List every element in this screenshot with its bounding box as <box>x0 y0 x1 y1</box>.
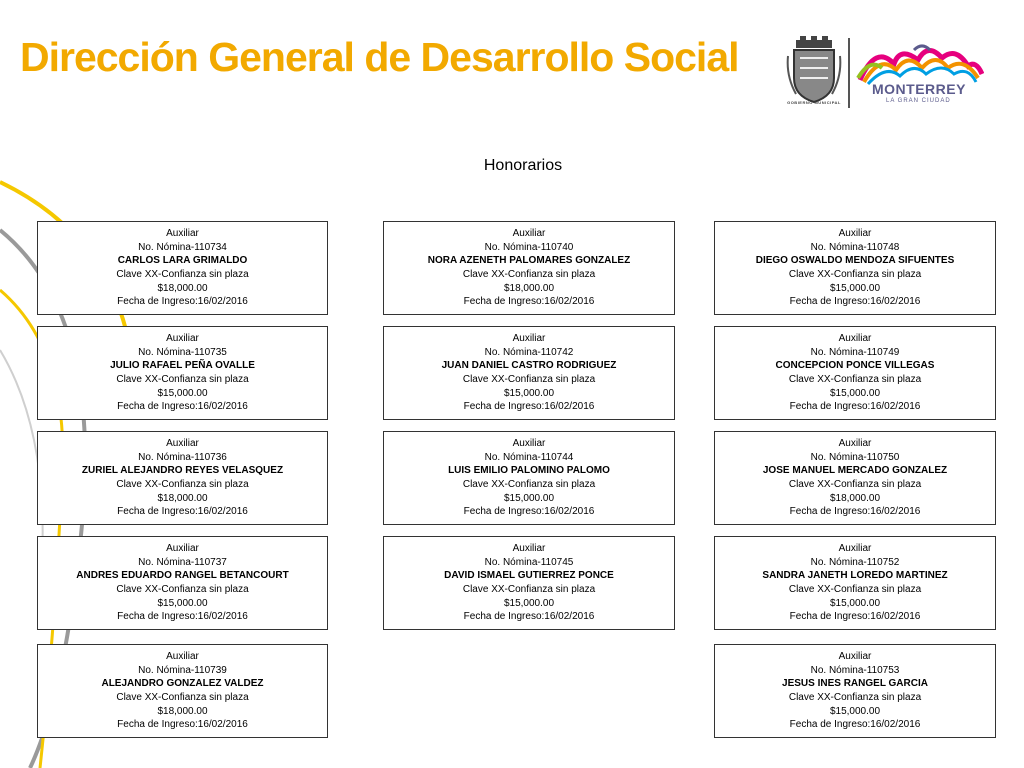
card-fecha: Fecha de Ingreso:16/02/2016 <box>463 401 595 413</box>
card-salary: $18,000.00 <box>157 282 208 294</box>
card-clave: Clave XX-Confianza sin plaza <box>116 479 249 490</box>
card-name: DAVID ISMAEL GUTIERREZ PONCE <box>444 570 614 582</box>
card-position: Auxiliar <box>512 332 546 344</box>
card-nomina: No. Nómina-110740 <box>484 241 574 253</box>
employee-card <box>714 536 996 630</box>
page-title: Dirección General de Desarrollo Social <box>20 34 739 80</box>
card-position: Auxiliar <box>838 650 872 662</box>
card-nomina: No. Nómina-110744 <box>484 451 574 463</box>
card-fecha: Fecha de Ingreso:16/02/2016 <box>117 296 248 308</box>
city-name: MONTERREY <box>872 81 966 97</box>
card-clave: Clave XX-Confianza sin plaza <box>116 584 249 595</box>
employee-card <box>37 326 328 420</box>
employee-card <box>37 644 328 738</box>
card-name: ZURIEL ALEJANDRO REYES VELASQUEZ <box>81 465 284 477</box>
card-fecha: Fecha de Ingreso:16/02/2016 <box>789 296 921 308</box>
card-clave: Clave XX-Confianza sin plaza <box>462 269 596 280</box>
card-clave: Clave XX-Confianza sin plaza <box>462 374 596 385</box>
card-salary: $15,000.00 <box>829 387 881 399</box>
employee-card <box>383 326 675 420</box>
employee-card <box>37 221 328 315</box>
card-position: Auxiliar <box>512 227 546 239</box>
card-nomina: No. Nómina-110735 <box>138 346 227 358</box>
card-nomina: No. Nómina-110742 <box>484 346 574 358</box>
card-nomina: No. Nómina-110748 <box>810 241 900 253</box>
card-clave: Clave XX-Confianza sin plaza <box>462 584 596 595</box>
logo-divider <box>848 38 850 108</box>
card-nomina: No. Nómina-110749 <box>810 346 900 358</box>
employee-card <box>37 431 328 525</box>
employee-card <box>714 644 996 738</box>
card-name: NORA AZENETH PALOMARES GONZALEZ <box>427 255 631 267</box>
card-nomina: No. Nómina-110752 <box>810 556 900 568</box>
monterrey-logo-icon <box>856 40 984 86</box>
card-clave: Clave XX-Confianza sin plaza <box>116 374 249 385</box>
card-clave: Clave XX-Confianza sin plaza <box>788 692 922 703</box>
card-name: DIEGO OSWALDO MENDOZA SIFUENTES <box>755 255 955 267</box>
card-fecha: Fecha de Ingreso:16/02/2016 <box>789 506 921 518</box>
employee-card <box>383 431 675 525</box>
employee-card <box>714 221 996 315</box>
card-nomina: No. Nómina-110745 <box>484 556 574 568</box>
card-fecha: Fecha de Ingreso:16/02/2016 <box>117 719 248 731</box>
employee-card <box>383 221 675 315</box>
card-clave: Clave XX-Confianza sin plaza <box>462 479 596 490</box>
card-nomina: No. Nómina-110737 <box>138 556 227 568</box>
city-tagline: LA GRAN CIUDAD <box>886 98 951 104</box>
card-clave: Clave XX-Confianza sin plaza <box>788 584 922 595</box>
card-salary: $15,000.00 <box>503 387 555 399</box>
card-clave: Clave XX-Confianza sin plaza <box>788 374 922 385</box>
card-name: JULIO RAFAEL PEÑA OVALLE <box>110 360 255 372</box>
card-nomina: No. Nómina-110734 <box>138 241 227 253</box>
section-subtitle: Honorarios <box>483 157 563 174</box>
card-nomina: No. Nómina-110753 <box>810 664 900 676</box>
card-fecha: Fecha de Ingreso:16/02/2016 <box>463 611 595 623</box>
card-salary: $15,000.00 <box>503 492 555 504</box>
card-position: Auxiliar <box>166 437 199 449</box>
card-position: Auxiliar <box>838 542 872 554</box>
card-position: Auxiliar <box>512 542 546 554</box>
card-salary: $18,000.00 <box>503 282 555 294</box>
card-name: CONCEPCION PONCE VILLEGAS <box>775 360 935 372</box>
employee-card <box>383 536 675 630</box>
card-fecha: Fecha de Ingreso:16/02/2016 <box>117 611 248 623</box>
card-fecha: Fecha de Ingreso:16/02/2016 <box>463 296 595 308</box>
card-nomina: No. Nómina-110739 <box>138 664 227 676</box>
card-fecha: Fecha de Ingreso:16/02/2016 <box>789 401 921 413</box>
card-clave: Clave XX-Confianza sin plaza <box>116 269 249 280</box>
card-name: CARLOS LARA GRIMALDO <box>117 255 248 267</box>
card-salary: $15,000.00 <box>829 705 881 717</box>
card-position: Auxiliar <box>166 332 199 344</box>
card-nomina: No. Nómina-110736 <box>138 451 227 463</box>
card-name: JUAN DANIEL CASTRO RODRIGUEZ <box>441 360 617 372</box>
card-fecha: Fecha de Ingreso:16/02/2016 <box>463 506 595 518</box>
card-salary: $15,000.00 <box>829 597 881 609</box>
card-name: LUIS EMILIO PALOMINO PALOMO <box>448 465 610 477</box>
card-salary: $18,000.00 <box>157 492 208 504</box>
card-clave: Clave XX-Confianza sin plaza <box>116 692 249 703</box>
card-salary: $18,000.00 <box>157 705 208 717</box>
municipal-seal-icon <box>786 36 842 106</box>
seal-caption: GOBIERNO MUNICIPAL <box>787 100 841 105</box>
card-salary: $15,000.00 <box>829 282 881 294</box>
card-name: JESUS INES RANGEL GARCIA <box>782 678 928 690</box>
card-position: Auxiliar <box>166 227 199 239</box>
card-fecha: Fecha de Ingreso:16/02/2016 <box>789 611 921 623</box>
card-clave: Clave XX-Confianza sin plaza <box>788 269 922 280</box>
card-position: Auxiliar <box>166 542 199 554</box>
card-position: Auxiliar <box>838 437 872 449</box>
card-salary: $15,000.00 <box>157 387 208 399</box>
card-salary: $15,000.00 <box>157 597 208 609</box>
card-fecha: Fecha de Ingreso:16/02/2016 <box>117 506 248 518</box>
card-name: JOSE MANUEL MERCADO GONZALEZ <box>762 465 948 477</box>
card-name: SANDRA JANETH LOREDO MARTINEZ <box>762 570 948 582</box>
employee-card <box>714 326 996 420</box>
card-position: Auxiliar <box>512 437 546 449</box>
card-clave: Clave XX-Confianza sin plaza <box>788 479 922 490</box>
card-position: Auxiliar <box>166 650 199 662</box>
card-fecha: Fecha de Ingreso:16/02/2016 <box>117 401 248 413</box>
card-position: Auxiliar <box>838 332 872 344</box>
card-salary: $15,000.00 <box>503 597 555 609</box>
employee-card <box>37 536 328 630</box>
card-position: Auxiliar <box>838 227 872 239</box>
card-name: ANDRES EDUARDO RANGEL BETANCOURT <box>76 570 289 582</box>
card-fecha: Fecha de Ingreso:16/02/2016 <box>789 719 921 731</box>
card-salary: $18,000.00 <box>829 492 881 504</box>
card-nomina: No. Nómina-110750 <box>810 451 900 463</box>
card-name: ALEJANDRO GONZALEZ VALDEZ <box>101 678 264 690</box>
employee-card <box>714 431 996 525</box>
